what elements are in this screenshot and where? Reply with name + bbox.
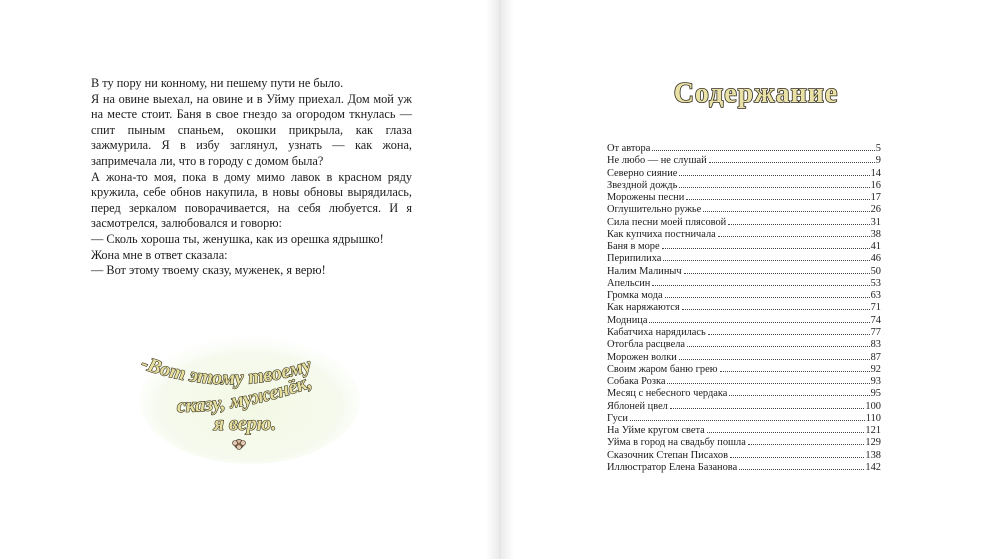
toc-leader-dots <box>739 469 864 470</box>
toc-entry-page: 138 <box>865 449 881 461</box>
toc-entry-title: Баня в море <box>607 241 660 253</box>
toc-entry-title: Как купчиха постничала <box>607 228 716 240</box>
toc-entry-page: 74 <box>870 314 881 326</box>
toc-entry-page: 83 <box>870 339 881 351</box>
toc-entry <box>607 364 881 376</box>
toc-entry-page: 63 <box>870 290 881 302</box>
toc-entry-page: 129 <box>865 437 881 449</box>
toc-entry-page: 14 <box>870 167 881 179</box>
toc-leader-dots <box>748 444 865 445</box>
toc-entry-title: Модница <box>607 314 648 326</box>
toc-entry <box>607 266 881 278</box>
toc-entry <box>607 401 881 413</box>
toc-entry-page: 93 <box>870 376 881 388</box>
toc-entry <box>607 425 881 437</box>
story-paragraph: Я на овине выехал, на овине и в Уйму приехал. Дом мой уж на месте стоит. Баня в свое гнездо за огородом ткнулась — спит пыным спаньем, окошки прикрыла, как глаза зажмурила. Я в избу заглянул, узнать — как жона, запримечала ли, что в городу с домом была? <box>91 91 412 168</box>
toc-entry-page: 100 <box>865 400 881 412</box>
toc-leader-dots <box>679 175 869 176</box>
toc-entry-page: 53 <box>870 277 881 289</box>
toc-entry-title: Перипилиха <box>607 253 662 265</box>
toc-leader-dots <box>662 248 870 249</box>
toc-entry-page: 26 <box>870 204 881 216</box>
toc-entry-page: 17 <box>870 192 881 204</box>
toc-entry <box>607 352 881 364</box>
toc-entry-page: 110 <box>865 412 881 424</box>
toc-entry <box>607 204 881 216</box>
quote-line-2: сказу, муженёк, <box>176 370 315 418</box>
quote-illustration <box>135 330 365 470</box>
toc-entry <box>607 413 881 425</box>
toc-leader-dots <box>708 334 870 335</box>
toc-leader-dots <box>720 371 870 372</box>
story-paragraph: А жона-то моя, пока в дому мимо лавок в красном ряду кружила, себе обнов накупила, в новы обновы вырядилась, перед зеркалом поворачивается, на себя любуется. И я засмотрелся, залюбовался и говорю: <box>91 169 412 231</box>
toc-leader-dots <box>729 395 869 396</box>
toc-entry-page: 92 <box>870 363 881 375</box>
toc-entry-page: 38 <box>870 228 881 240</box>
toc-entry-title: Северно сияние <box>607 167 678 179</box>
toc-leader-dots <box>703 211 869 212</box>
table-of-contents <box>607 143 881 474</box>
toc-entry-title: Как наряжаются <box>607 302 680 314</box>
toc-entry <box>607 192 881 204</box>
toc-leader-dots <box>718 236 870 237</box>
toc-entry-title: Сказочник Степан Писахов <box>607 449 728 461</box>
toc-entry <box>607 315 881 327</box>
toc-entry <box>607 217 881 229</box>
toc-entry-page: 77 <box>870 326 881 338</box>
toc-heading <box>656 74 856 114</box>
toc-leader-dots <box>728 224 869 225</box>
toc-entry <box>607 388 881 400</box>
story-paragraph: — Вот этому твоему сказу, муженек, я верю! <box>91 263 326 278</box>
toc-entry-title: Отогбла расцвела <box>607 339 686 351</box>
toc-entry-title: Оглушительно ружье <box>607 204 702 216</box>
toc-entry-title: Налим Малиныч <box>607 265 682 277</box>
toc-entry <box>607 241 881 253</box>
toc-entry-title: Апельсин <box>607 277 651 289</box>
toc-leader-dots <box>630 420 865 421</box>
toc-entry <box>607 290 881 302</box>
toc-entry-page: 5 <box>875 143 881 154</box>
toc-entry-page: 9 <box>875 155 881 167</box>
story-text <box>91 76 412 279</box>
toc-entry-title: Морожен волки <box>607 351 677 363</box>
toc-leader-dots <box>652 150 874 151</box>
toc-leader-dots <box>686 199 869 200</box>
book-gutter <box>486 0 514 559</box>
toc-entry <box>607 339 881 351</box>
toc-entry-page: 41 <box>870 241 881 253</box>
toc-leader-dots <box>687 346 870 347</box>
toc-entry <box>607 180 881 192</box>
story-paragraph: Жона мне в ответ сказала: <box>91 247 228 262</box>
quote-lettering <box>135 330 365 470</box>
toc-leader-dots <box>679 187 869 188</box>
toc-leader-dots <box>652 285 869 286</box>
toc-entry-page: 121 <box>865 425 881 437</box>
toc-entry-title: Звездной дождь <box>607 179 678 191</box>
toc-entry-page: 71 <box>870 302 881 314</box>
toc-leader-dots <box>670 408 865 409</box>
toc-entry <box>607 229 881 241</box>
toc-leader-dots <box>663 260 869 261</box>
story-paragraph: В ту пору ни конному, ни пешему пути не было. <box>91 76 344 90</box>
toc-leader-dots <box>682 309 870 310</box>
toc-entry-title: Месяц с небесного чердака <box>607 388 728 400</box>
toc-leader-dots <box>649 322 869 323</box>
story-paragraph: — Сколь хороша ты, женушка, как из орешка ядрышко! <box>91 231 384 246</box>
toc-entry-title: Своим жаром баню грею <box>607 363 718 375</box>
toc-entry-page: 16 <box>870 179 881 191</box>
quote-line-1: -Вот этому твоему <box>138 351 314 390</box>
toc-entry-page: 50 <box>870 265 881 277</box>
toc-entry-page: 46 <box>870 253 881 265</box>
toc-entry-title: На Уйме кругом света <box>607 425 705 437</box>
toc-leader-dots <box>667 383 869 384</box>
toc-entry <box>607 143 881 155</box>
toc-entry <box>607 253 881 265</box>
toc-entry-title: Яблоней цвел <box>607 400 668 412</box>
quote-line-3: я верю. <box>213 413 277 435</box>
toc-entry-page: 95 <box>870 388 881 400</box>
toc-entry <box>607 376 881 388</box>
toc-leader-dots <box>730 457 864 458</box>
toc-entry-title: Собака Розка <box>607 376 666 388</box>
toc-entry-title: Морожены песни <box>607 192 685 204</box>
toc-entry <box>607 450 881 462</box>
toc-entry-title: От автора <box>607 143 651 154</box>
toc-entry <box>607 437 881 449</box>
toc-leader-dots <box>684 273 870 274</box>
toc-entry <box>607 168 881 180</box>
toc-entry <box>607 462 881 474</box>
toc-entry <box>607 155 881 167</box>
toc-entry <box>607 302 881 314</box>
toc-entry-title: Уйма в город на свадьбу пошла <box>607 437 746 449</box>
toc-entry-title: Не любо — не слушай <box>607 155 707 167</box>
toc-entry-page: 87 <box>870 351 881 363</box>
toc-leader-dots <box>709 162 875 163</box>
toc-entry-title: Громка мода <box>607 290 663 302</box>
toc-entry-page: 142 <box>865 461 881 473</box>
toc-entry <box>607 327 881 339</box>
toc-entry <box>607 278 881 290</box>
toc-leader-dots <box>707 432 865 433</box>
toc-entry-title: Кабатчиха нарядилась <box>607 326 706 338</box>
toc-entry-title: Сила песни моей плясовой <box>607 216 727 228</box>
toc-title: Содержание <box>673 78 839 109</box>
toc-heading-lettering <box>656 74 856 114</box>
toc-entry-page: 31 <box>870 216 881 228</box>
toc-entry-title: Иллюстратор Елена Базанова <box>607 461 738 473</box>
toc-leader-dots <box>665 297 870 298</box>
toc-entry-title: Гуси <box>607 412 628 424</box>
toc-leader-dots <box>679 359 870 360</box>
